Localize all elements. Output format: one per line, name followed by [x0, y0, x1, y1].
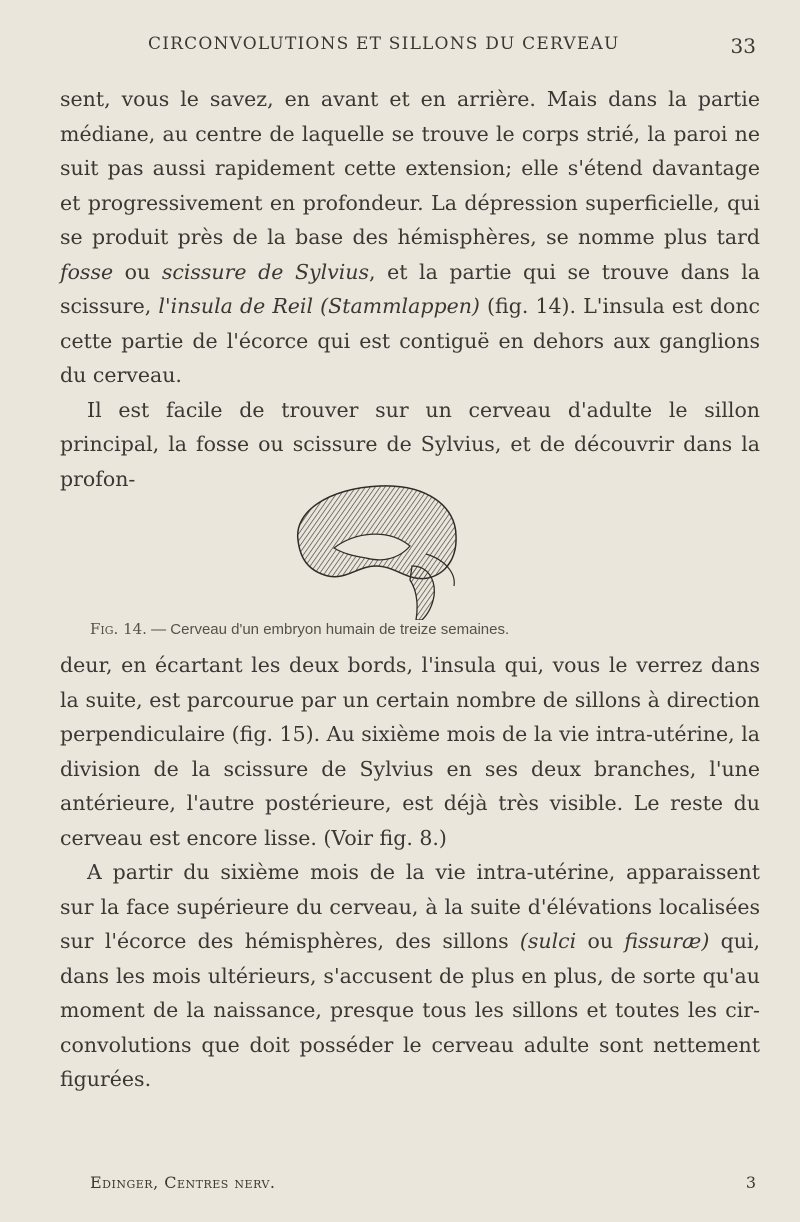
text-line: figurées.	[60, 1067, 152, 1091]
page-footer	[90, 1173, 756, 1199]
text-line: se produit près de la base des hémisphères, se nomme plus tard	[60, 225, 760, 249]
page-header	[70, 34, 756, 62]
text-fragment: ou	[576, 929, 625, 953]
text-line: deur, en écartant les deux bords, l'insula qui, vous le verrez dans	[60, 653, 760, 677]
text-block-top	[60, 82, 760, 496]
text-fragment: , et la partie qui se trouve dans la	[369, 259, 761, 284]
cerebral-hemisphere	[298, 486, 456, 579]
text-line: la division de la scissure de Sylvius en ses deux branches, l'une	[60, 722, 760, 781]
signature-mark: 3	[745, 1173, 756, 1192]
text-line: est donc cette partie de l'écorce qui est contiguë en dehors aux	[60, 294, 761, 353]
text-line: perpendiculaire (fig. 15). Au sixième mois de la vie intra-utérine,	[60, 722, 735, 746]
text-line: convolutions que doit posséder le cerveau adulte sont nettement	[60, 1032, 760, 1057]
text-line: sent, vous le savez, en avant et en arrière. Mais dans la partie	[60, 87, 760, 111]
text-line: la face supérieure du cerveau, à la suite d'élévations localisées sur	[60, 894, 760, 953]
caption-text: — Cerveau d'un embryon humain de treize semaines.	[146, 621, 510, 638]
paragraph-continued	[60, 82, 760, 393]
text-fragment: (fig. 14). L'insula	[479, 294, 665, 318]
text-line: cerveau est encore lisse. (Voir fig. 8.)	[60, 825, 447, 850]
text-line: et progressivement en profondeur. La dépression superficielle, qui	[60, 190, 760, 215]
figure-embryo-brain	[250, 470, 550, 620]
text-line: ganglions du cerveau.	[60, 328, 760, 387]
term-fissurae: fissuræ)	[624, 929, 710, 953]
brain-illustration	[250, 470, 550, 620]
figure-caption	[90, 620, 730, 638]
text-fragment: scissure,	[60, 294, 159, 318]
text-line: la suite, est parcourue par un certain nombre de sillons à direction	[60, 687, 760, 712]
text-fragment: qui, dans	[60, 929, 760, 988]
text-line: les mois ultérieurs, s'accusent de plus en plus, de sorte qu'au	[115, 963, 760, 988]
figure-label: Fig. 14.	[90, 620, 147, 638]
text-line: ne suit pas aussi rapidement cette extension; elle s'étend davantage	[60, 121, 760, 180]
footer-source: Edinger, Centres nerv.	[90, 1173, 276, 1192]
page-number: 33	[730, 34, 756, 58]
text-line: A partir du sixième mois de la vie intra-utérine, apparaissent sur	[60, 860, 760, 919]
text-line: moment de la naissance, presque tous les sillons et toutes les cir-	[60, 998, 760, 1022]
text-block-bottom	[60, 648, 760, 1097]
text-line: la fosse ou scissure de Sylvius, et de découvrir dans la profon-	[60, 432, 760, 491]
text-line: antérieure, l'autre postérieure, est déjà très visible. Le reste du	[60, 791, 760, 815]
term-sulci: (sulci	[519, 929, 577, 953]
paragraph-continued	[60, 648, 760, 855]
term-insula-reil: l'insula de Reil (Stammlappen)	[158, 294, 480, 318]
text-fragment: l'écorce des hémisphères, des sillons	[104, 929, 520, 953]
term-fosse: fosse	[60, 259, 114, 284]
text-line: Il est facile de trouver sur un cerveau d'adulte le sillon principal,	[60, 397, 760, 456]
text-line: médiane, au centre de laquelle se trouve le corps strié, la paroi	[60, 121, 728, 146]
text-fragment: ou	[113, 259, 162, 284]
paragraph	[60, 855, 760, 1097]
term-scissure-sylvius: scissure de Sylvius	[161, 259, 369, 284]
running-title: CIRCONVOLUTIONS ET SILLONS DU CERVEAU	[148, 34, 620, 54]
